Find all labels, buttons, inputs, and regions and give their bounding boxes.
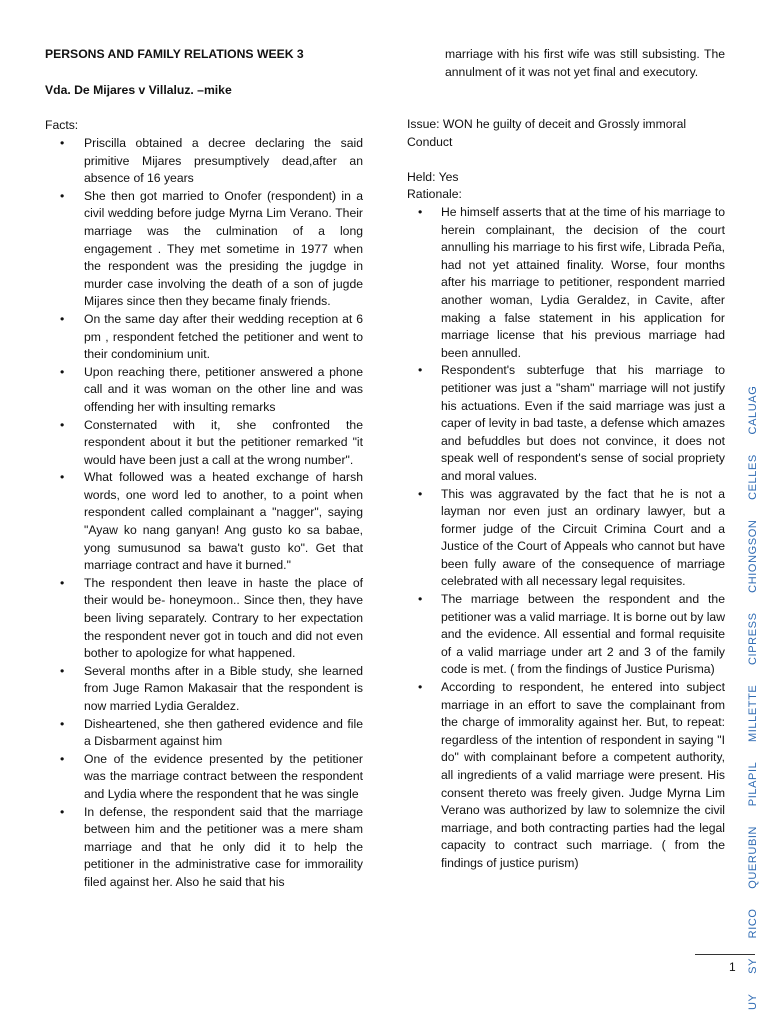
footer-rule — [695, 954, 755, 955]
fact-item: • In defense, the respondent said that the marriage between him and the petitioner was a mere sham marriage and that he only did it to help the petitioner in the administrative case for immoraility filed against her. Also he said that his — [45, 804, 363, 892]
facts-label: Facts: — [45, 118, 79, 132]
side-name: RICO — [747, 908, 759, 939]
rationale-item: • He himself asserts that at the time of his marriage to herein complainant, the decision of the court annulling his marriage to his first wife, Librada Peña, had not yet attained finality. Worse, four months after his marriage to petitioner, respondent married another woman, Lydia Geraldez, in Cavite, after making a false statement in his application for marriage license that his previous marriage had been annulled. — [407, 204, 725, 362]
fact-item: • Disheartened, she then gathered evidence and file a Disbarment against him — [45, 716, 363, 751]
side-name: PILAPIL — [747, 761, 759, 807]
fact-item: • Consternated with it, she confronted the respondent about it but the petitioner remarked "it would have been just a call at the wrong number". — [45, 417, 363, 470]
issue-text: Issue: WON he guilty of deceit and Grossly immoral Conduct — [407, 117, 687, 149]
side-name: SY — [747, 957, 759, 974]
fact-item: • On the same day after their wedding reception at 6 pm , respondent fetched the petitioner and went to their condominium unit. — [45, 311, 363, 364]
side-name: CHIONGSON — [747, 519, 759, 593]
fact-item: • One of the evidence presented by the petitioner was the marriage contract between the respondent and Lydia where the respondent that he was single — [45, 751, 363, 804]
fact-item: • Priscilla obtained a decree declaring the said primitive Mijares presumptively dead,after an absence of 16 years — [45, 135, 363, 188]
fact-item: • The respondent then leave in haste the place of their would be- honeymoon.. Since then, they have been living separately. Contrary to her expectation the respondent never got in touch and did not even bother to apologize for what happened. — [45, 575, 363, 663]
document-title: PERSONS AND FAMILY RELATIONS WEEK 3 — [45, 47, 304, 61]
page-number: 1 — [729, 960, 736, 974]
fact-item: • She then got married to Onofer (respondent) in a civil wedding before judge Myrna Lim Verano. Their marriage was the culmination of a long engagement . They met sometime in 1977 when the respondent was the presiding the jugdge in murder case involving the death of a son of jugde Mijares since then they became finaly friends. — [45, 188, 363, 311]
held-text: Held: Yes — [407, 170, 459, 184]
side-names — [747, 370, 759, 1010]
rationale-item: • The marriage between the respondent and the petitioner was a valid marriage. It is borne out by law and the evidence. All essential and formal requisite of a valid marriage under art 2 and 3 of the family code is met. ( from the findings of Justice Purisma) — [407, 591, 725, 679]
rationale-label: Rationale: — [407, 187, 462, 201]
facts-list — [45, 135, 363, 892]
side-name: CELLES — [747, 454, 759, 500]
side-name: CALUAG — [747, 385, 759, 435]
fact-item: • Upon reaching there, petitioner answered a phone call and it was woman on the other line and was offending her with insulting remarks — [45, 364, 363, 417]
rationale-item: • According to respondent, he entered into subject marriage in an effort to save the complainant from the charge of immorality against her. But, to repeat: regardless of the intention of respondent in saying "I do" with complainant before a competent authority, all ingredients of a valid marriage were present. His consent thereto was freely given. Judge Myrna Lim Verano was authorized by law to solemnize the civil marriage, and both contracting parties had the legal capacity to contract such marriage. ( from the findings of justice purism) — [407, 679, 725, 873]
side-name: QUERUBIN — [747, 825, 759, 889]
side-name: CIPRESS — [747, 612, 759, 665]
fact-item: • What followed was a heated exchange of harsh words, one word led to another, to a point when respondent called complainant a "nagger", saying "Ayaw ko nang ganyan! Ang gusto ko sa babae, yong sumusunod sa bawa't gusto ko". Get that marriage contract and have it burned." — [45, 469, 363, 575]
facts-continued: marriage with his first wife was still subsisting. The annulment of it was not yet final and executory. — [445, 47, 725, 79]
side-name: MILLETTE — [747, 684, 759, 743]
rationale-item: • Respondent's subterfuge that his marriage to petitioner was just a "sham" marriage will not justify his actuations. Even if the said marriage was just a caper of levity in bad taste, a defense which amazes and befuddles but does not convince, it does not speak well of respondent's sense of social propriety and moral values. — [407, 362, 725, 485]
rationale-item: • This was aggravated by the fact that he is not a layman nor even just an ordinary lawyer, but a former judge of the Circuit Crimina Court and a Justice of the Court of Appeals who cannot but have been fully aware of the consequence of marriage celebrated with all necessary legal requisites. — [407, 486, 725, 592]
case-title: Vda. De Mijares v Villaluz. –mike — [45, 83, 232, 97]
fact-item: • Several months after in a Bible study, she learned from Juge Ramon Makasair that the respondent is now married Lydia Geraldez. — [45, 663, 363, 716]
side-name: UY — [747, 993, 759, 1010]
rationale-list — [407, 204, 725, 873]
